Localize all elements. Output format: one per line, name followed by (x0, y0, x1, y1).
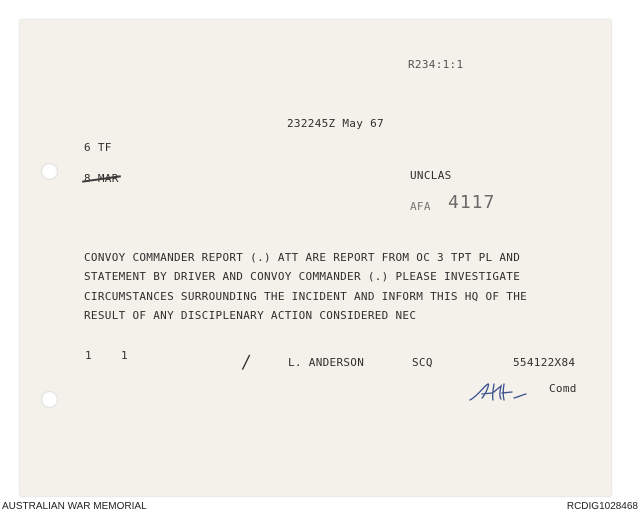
serial-prefix: AFA (410, 200, 431, 213)
role-label: Comd (549, 382, 577, 395)
footer-item-id: RCDIG1028468 (566, 501, 638, 512)
classification: UNCLAS (410, 169, 452, 182)
originator-name: L. ANDERSON (288, 356, 365, 369)
punch-hole-top (41, 163, 58, 180)
reference-number: R234:1:1 (408, 58, 464, 71)
originator-appointment: SCQ (412, 356, 433, 369)
serial-number-stamp: 4117 (448, 192, 496, 213)
body-line-2: STATEMENT BY DRIVER AND CONVOY COMMANDER (.) PLEASE INVESTIGATE (84, 270, 521, 283)
priority-mark-2: 1 (121, 349, 128, 362)
struck-addressee: 8 MAR (84, 172, 119, 185)
body-line-4: RESULT OF ANY DISCIPLENARY ACTION CONSIDERED NEC (84, 309, 417, 322)
priority-mark-1: 1 (85, 349, 92, 362)
punch-hole-bottom (41, 391, 58, 408)
handwritten-signature (468, 378, 528, 404)
body-line-3: CIRCUMSTANCES SURROUNDING THE INCIDENT AND INFORM THIS HQ OF THE (84, 290, 528, 303)
to-addressee (84, 172, 119, 185)
footer-institution: AUSTRALIAN WAR MEMORIAL (2, 501, 147, 512)
slash-mark: / (241, 352, 251, 373)
service-number: 554122X84 (513, 356, 576, 369)
date-time-group: 232245Z May 67 (287, 117, 384, 130)
body-line-1: CONVOY COMMANDER REPORT (.) ATT ARE REPORT FROM OC 3 TPT PL AND (84, 251, 521, 264)
from-addressee: 6 TF (84, 141, 112, 154)
